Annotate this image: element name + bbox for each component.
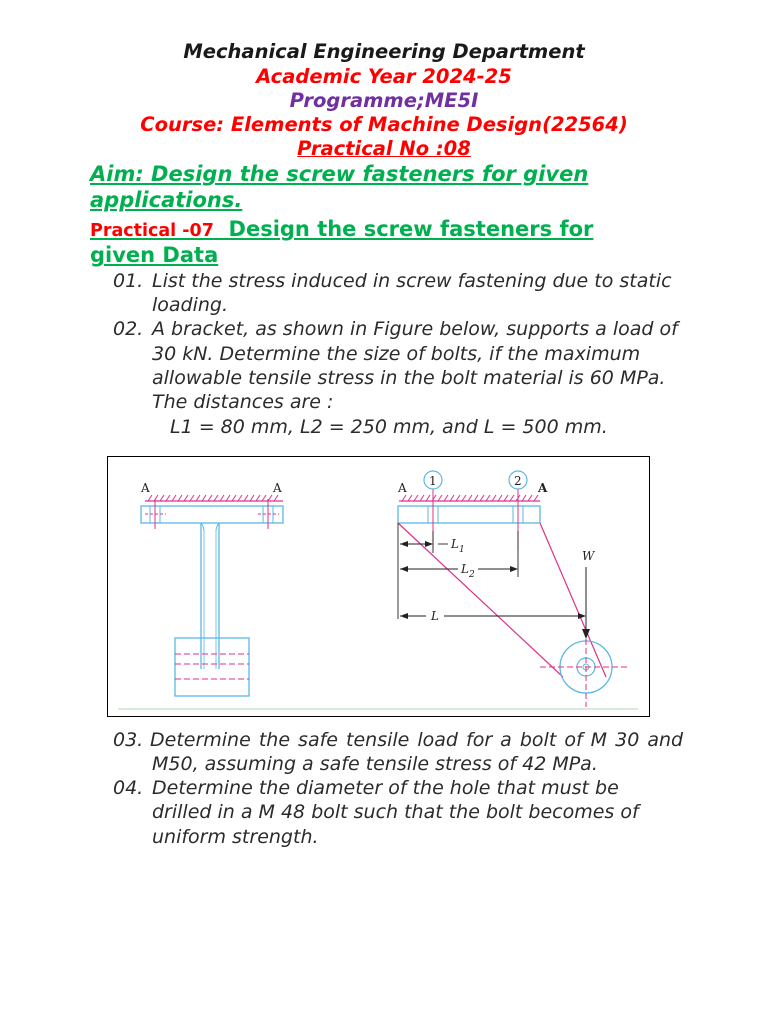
question-text: drilled in a M 48 bolt such that the bolt becomes of: [152, 801, 639, 823]
label-a-side-left: A: [398, 481, 407, 495]
question-text: uniform strength.: [152, 826, 319, 848]
academic-year: Academic Year 2024-25: [256, 65, 512, 88]
course-title: Course: Elements of Machine Design(22564): [140, 113, 628, 136]
programme: Programme;ME5I: [289, 89, 479, 112]
question-text: List the stress induced in screw fastening due to static: [152, 270, 672, 292]
label-a-left: A: [141, 481, 150, 495]
dim-l1-letter: L: [451, 537, 459, 551]
practical-heading: [90, 216, 593, 244]
question-text: L1 = 80 mm, L2 = 250 mm, and L = 500 mm.: [170, 416, 608, 438]
bolt-number-2: 2: [514, 474, 522, 488]
question-text: loading.: [152, 294, 229, 316]
practical-title-part1: Design the screw fasteners for: [228, 217, 594, 241]
dim-l1-label: [450, 537, 465, 555]
dim-l2-subscript: 2: [468, 570, 475, 580]
practical-label: Practical -07: [90, 221, 214, 241]
dim-l2-label: [460, 562, 475, 580]
bracket-diagram: [108, 457, 649, 716]
question-text: The distances are :: [152, 391, 334, 413]
front-view: [140, 481, 283, 696]
question-text: allowable tensile stress in the bolt material is 60 MPa.: [152, 367, 666, 389]
bracket-figure: [107, 456, 650, 717]
department-heading: Mechanical Engineering Department: [183, 40, 585, 63]
question-text: M50, assuming a safe tensile stress of 42 MPa.: [152, 753, 598, 775]
bolt-number-1: 1: [429, 474, 437, 488]
question-text: 30 kN. Determine the size of bolts, if the maximum: [152, 343, 641, 365]
question-text: A bracket, as shown in Figure below, supports a load of: [152, 318, 678, 340]
question-text: Determine the safe tensile load for a bolt of M 30 and: [150, 729, 684, 751]
aim-line-2: applications.: [90, 188, 243, 212]
label-a-side-right: A: [538, 481, 548, 495]
aim-line-1: Aim: Design the screw fasteners for given: [90, 162, 589, 186]
practical-title-part2: given Data: [90, 243, 219, 267]
question-number: 03.: [113, 729, 144, 751]
dim-l1-subscript: 1: [458, 545, 465, 555]
load-label: W: [582, 549, 595, 563]
dim-l-label: L: [431, 609, 439, 623]
question-number: 04.: [113, 777, 144, 799]
practical-number: Practical No :08: [297, 137, 471, 160]
side-view: [397, 471, 630, 707]
question-number: 02.: [113, 318, 144, 340]
label-a-right: A: [273, 481, 282, 495]
question-number: 01.: [113, 270, 144, 292]
question-text: Determine the diameter of the hole that must be: [152, 777, 619, 799]
dim-l2-letter: L: [461, 562, 469, 576]
